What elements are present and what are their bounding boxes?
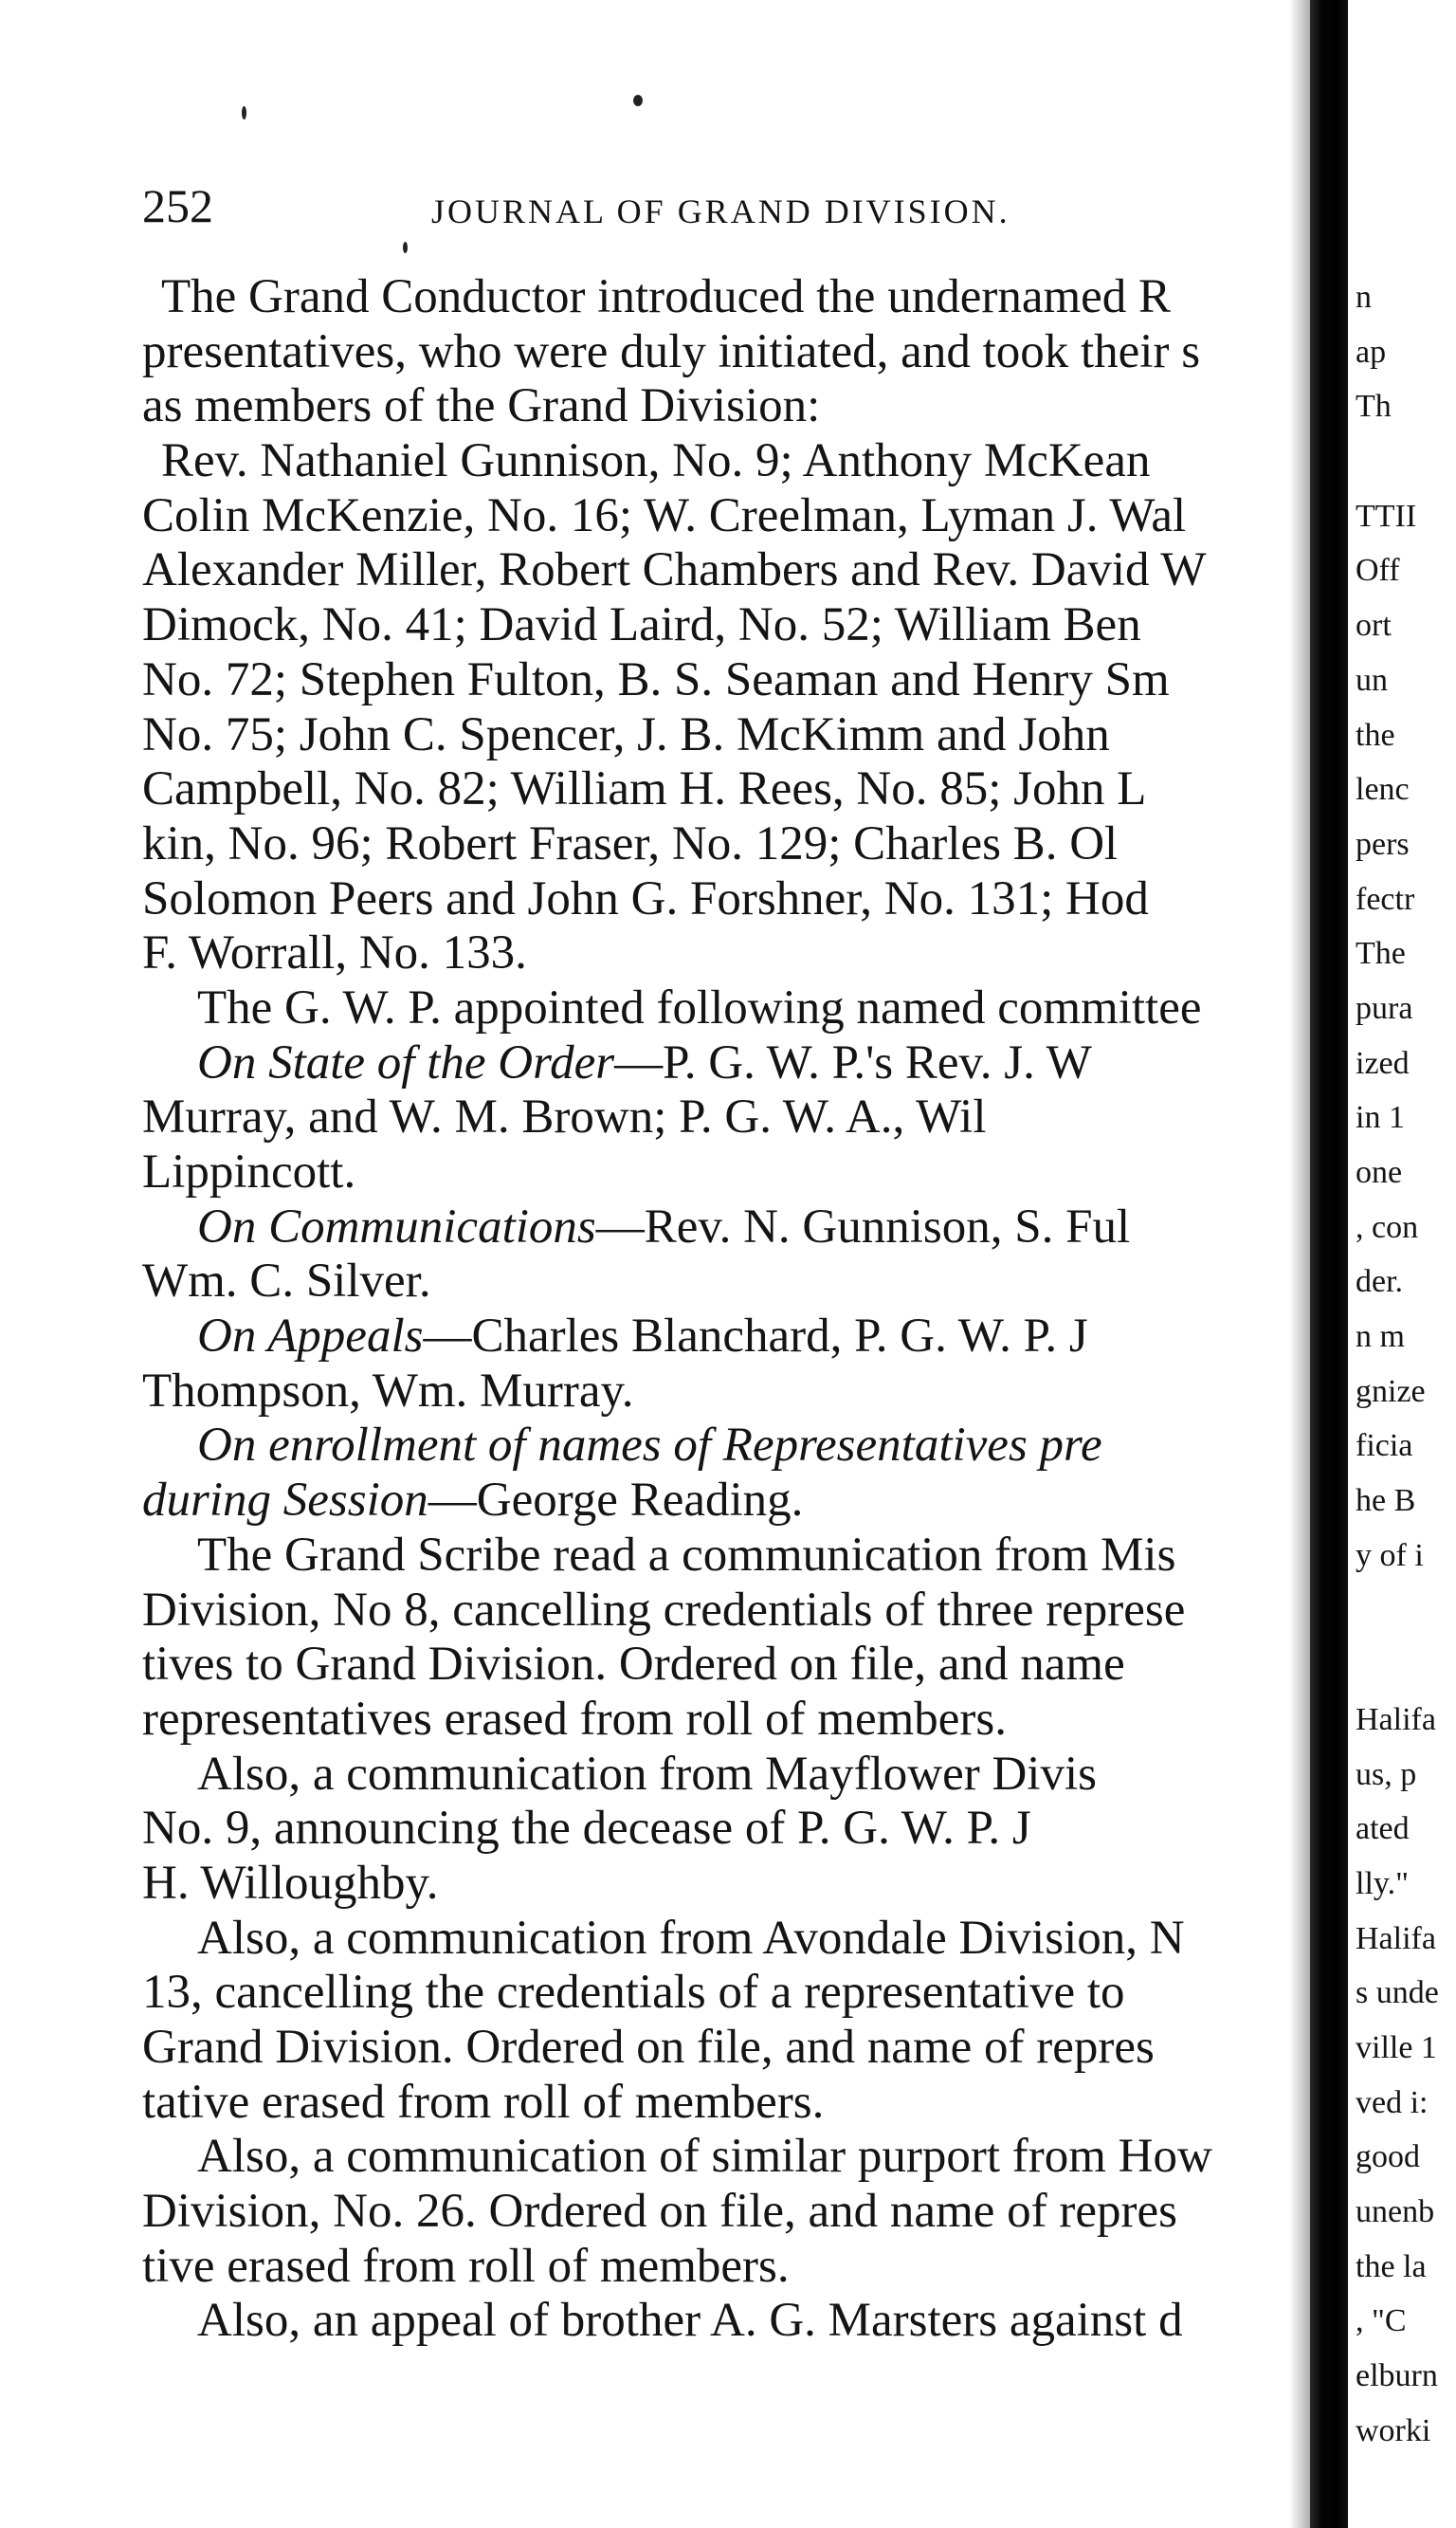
committee-line — [142, 1200, 1308, 1255]
facing-page-line: Halifa — [1356, 1701, 1436, 1737]
facing-page-line: elburn — [1356, 2358, 1438, 2394]
body-text — [142, 270, 1308, 2349]
text-line: F. Worrall, No. 133. — [142, 926, 527, 980]
facing-page-line: un — [1356, 662, 1388, 698]
text-line: Thompson, Wm. Murray. — [142, 1364, 634, 1418]
text-line: Rev. Nathaniel Gunnison, No. 9; Anthony McKean — [161, 434, 1151, 488]
text-line: No. 72; Stephen Fulton, B. S. Seaman and Henry Sm — [142, 652, 1170, 706]
text-line: Also, a communication from Mayflower Divis — [197, 1747, 1097, 1801]
facing-page-line: pura — [1356, 990, 1413, 1026]
facing-page-line: The — [1356, 936, 1406, 972]
text-line: H. Willoughby. — [142, 1856, 439, 1910]
facing-page-line: Halifa — [1356, 1920, 1436, 1956]
committee-members: —Rev. N. Gunnison, S. Ful — [595, 1200, 1131, 1254]
facing-page-line: ort — [1356, 608, 1392, 644]
running-header — [142, 178, 1318, 245]
facing-page-line: he B — [1356, 1483, 1416, 1519]
running-title: JOURNAL OF GRAND DIVISION. — [431, 192, 1010, 230]
text-line: Division, No 8, cancelling credentials of three represe — [142, 1583, 1186, 1637]
text-line: Murray, and W. M. Brown; P. G. W. A., Wil — [142, 1090, 987, 1145]
text-line: 13, cancelling the credentials of a representative to — [142, 1966, 1125, 2020]
facing-page-line: us, p — [1356, 1756, 1417, 1792]
facing-page-line: gnize — [1356, 1373, 1426, 1409]
facing-page-line: Th — [1356, 389, 1392, 425]
facing-page-line — [1350, 1584, 1456, 1639]
facing-page-line: , "C — [1356, 2303, 1407, 2339]
facing-page-line: ated — [1356, 1811, 1410, 1847]
text-line: Dimock, No. 41; David Laird, No. 52; William Ben — [142, 598, 1141, 652]
committee-members: —Charles Blanchard, P. G. W. P. J — [423, 1310, 1088, 1364]
text-line: Solomon Peers and John G. Forshner, No. 131; Hod — [142, 871, 1149, 925]
text-line: tives to Grand Division. Ordered on file, and name — [142, 1638, 1125, 1692]
facing-page-line: worki — [1356, 2412, 1431, 2448]
facing-page-fragments — [1350, 270, 1456, 2459]
facing-page-line: TTII — [1356, 498, 1417, 534]
book-gutter — [1310, 0, 1348, 2528]
text-line: kin, No. 96; Robert Fraser, No. 129; Charles B. Ol — [142, 816, 1119, 870]
facing-page-line: , con — [1356, 1209, 1419, 1245]
facing-page-line: ap — [1356, 334, 1387, 370]
facing-page-line: s unde — [1356, 1975, 1439, 2011]
committee-line — [142, 1036, 1308, 1091]
text-line: The Grand Conductor introduced the undernamed R — [161, 270, 1172, 323]
facing-page-line: Off — [1356, 553, 1400, 589]
committee-name: during Session — [142, 1474, 428, 1528]
ink-speck — [633, 95, 643, 106]
committee-members: —P. G. W. P.'s Rev. J. W — [614, 1035, 1092, 1090]
committee-members: —George Reading. — [428, 1474, 804, 1528]
text-line: Campbell, No. 82; William H. Rees, No. 85; John L — [142, 762, 1147, 816]
committee-name: On Appeals — [197, 1310, 424, 1364]
text-line: No. 9, announcing the decease of P. G. W. P. J — [142, 1802, 1031, 1856]
facing-page-line: ized — [1356, 1045, 1410, 1081]
committee-line — [142, 1474, 1308, 1529]
page-number: 252 — [142, 179, 213, 232]
text-line: representatives erased from roll of members. — [142, 1692, 1007, 1746]
text-line: tive erased from roll of members. — [142, 2239, 790, 2293]
committee-line — [142, 1310, 1308, 1365]
text-line: Colin McKenzie, No. 16; W. Creelman, Lyman J. Wal — [142, 488, 1187, 542]
facing-page-line: der. — [1356, 1264, 1404, 1300]
text-line: as members of the Grand Division: — [142, 379, 821, 433]
text-line: The Grand Scribe read a communication from Mis — [197, 1528, 1176, 1582]
text-line: Also, an appeal of brother A. G. Marsters against d — [197, 2294, 1183, 2348]
text-line: Division, No. 26. Ordered on file, and name of repres — [142, 2185, 1177, 2239]
committee-line — [142, 1419, 1308, 1474]
committee-name: On State of the Order — [197, 1035, 615, 1090]
facing-page-line: in 1 — [1356, 1100, 1405, 1136]
facing-page-line — [1350, 1638, 1456, 1693]
facing-page-line: y of i — [1356, 1537, 1424, 1573]
facing-page-line: lenc — [1356, 772, 1410, 808]
facing-page-line: unenb — [1356, 2194, 1435, 2230]
text-line: presentatives, who were duly initiated, and took their s — [142, 324, 1201, 378]
binding-shadow — [1289, 0, 1312, 2528]
text-line: The G. W. P. appointed following named committee — [197, 980, 1202, 1035]
facing-page-line: one — [1356, 1155, 1403, 1190]
text-line: Also, a communication from Avondale Division, N — [197, 1911, 1185, 1965]
committee-name: On enrollment of names of Representatives pre — [197, 1419, 1102, 1473]
text-line: Grand Division. Ordered on file, and name of repres — [142, 2021, 1155, 2074]
facing-page-line: n m — [1356, 1319, 1405, 1355]
facing-page-line: the la — [1356, 2248, 1427, 2284]
facing-page-line: good — [1356, 2139, 1420, 2175]
facing-page-line: lly." — [1356, 1865, 1410, 1901]
text-line: Lippincott. — [142, 1145, 356, 1199]
facing-page-line: fectr — [1356, 881, 1415, 917]
ink-speck — [242, 106, 246, 119]
facing-page-line: the — [1356, 717, 1395, 753]
facing-page-line: ville 1 — [1356, 2030, 1437, 2065]
text-line: Alexander Miller, Robert Chambers and Rev. David W — [142, 543, 1207, 597]
text-line: Wm. C. Silver. — [142, 1255, 431, 1309]
facing-page-line: pers — [1356, 826, 1410, 862]
committee-name: On Communications — [197, 1200, 596, 1254]
text-line: Also, a communication of similar purport from How — [197, 2130, 1212, 2184]
facing-page-line: n — [1356, 280, 1372, 315]
facing-page-line: ficia — [1356, 1428, 1413, 1464]
text-line: tative erased from roll of members. — [142, 2075, 825, 2129]
facing-page-line — [1350, 434, 1456, 489]
facing-page-line: ved i: — [1356, 2084, 1429, 2120]
text-line: No. 75; John C. Spencer, J. B. McKimm and John — [142, 707, 1110, 761]
